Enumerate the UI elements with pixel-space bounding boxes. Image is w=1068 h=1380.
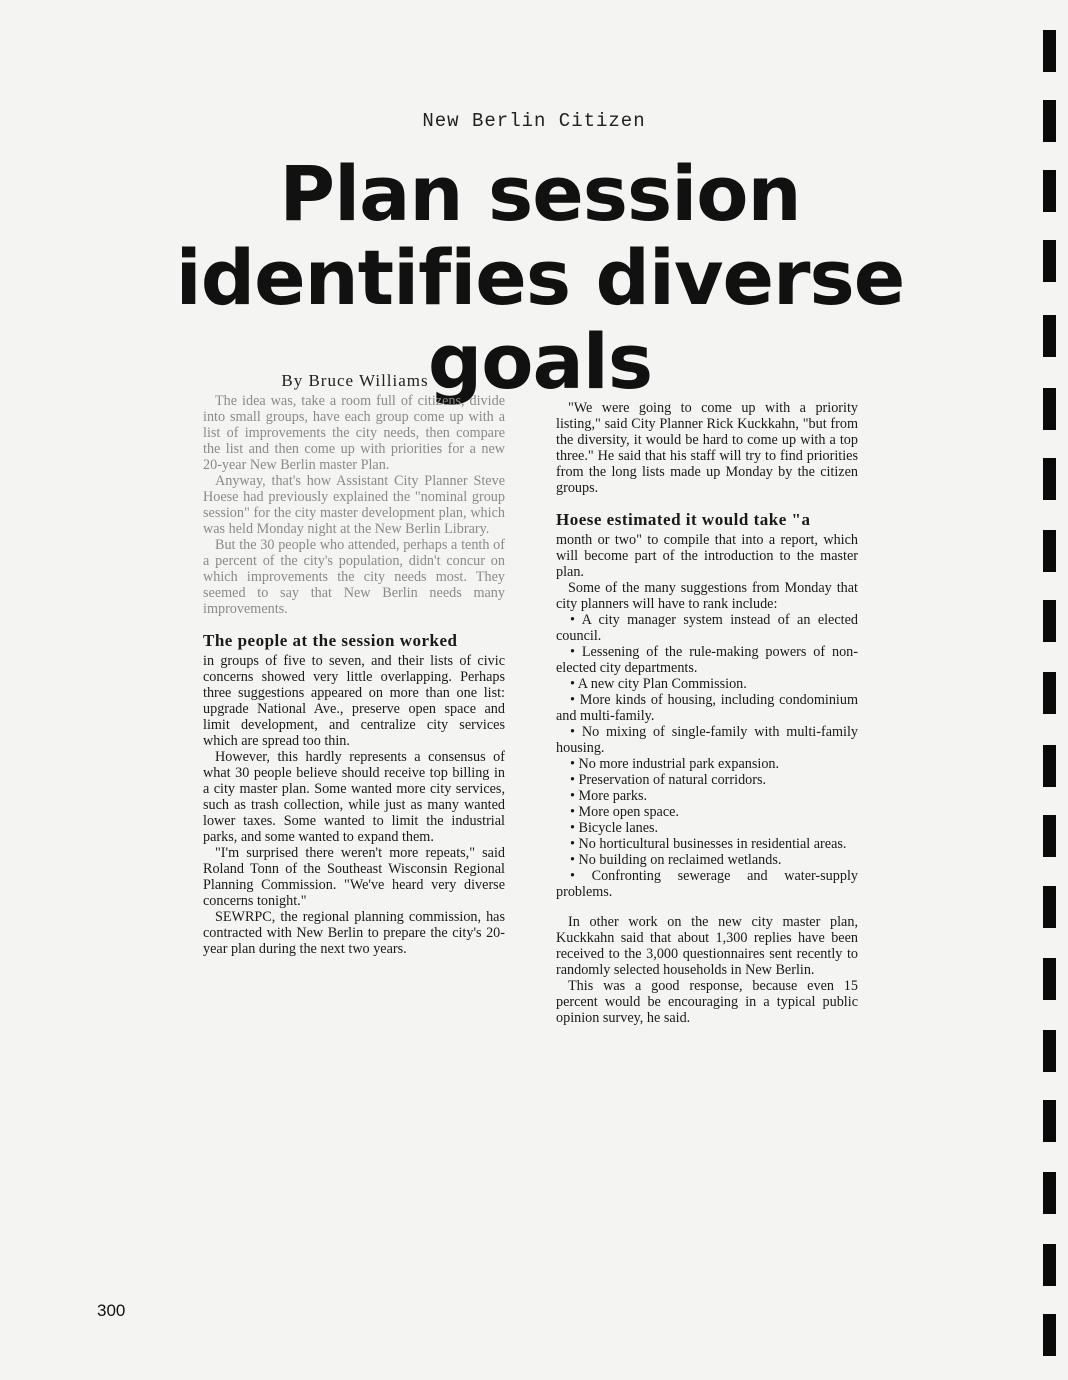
headline: Plan session identifies diverse goals — [175, 149, 905, 406]
binding-mark — [1043, 600, 1056, 642]
article-column-right — [556, 400, 858, 1026]
binding-mark — [1043, 458, 1056, 500]
binding-mark — [1043, 315, 1056, 357]
binding-mark — [1043, 815, 1056, 857]
article-paragraph: "We were going to come up with a priority listing," said City Planner Rick Kuckkahn, "but from the diversity, it would be hard to come up with a top three." He said that his staff will try to find priorities from the long lists made up Monday by the citizen groups. — [556, 400, 858, 496]
suggestion-item: • No mixing of single-family with multi-family housing. — [556, 724, 858, 756]
binding-mark — [1043, 1030, 1056, 1072]
article-paragraph: "I'm surprised there weren't more repeats," said Roland Tonn of the Southeast Wisconsin Regional Planning Commission. "We've heard very diverse concerns tonight." — [203, 845, 505, 909]
article-paragraph: But the 30 people who attended, perhaps a tenth of a percent of the city's population, didn't concur on which improvements the city needs most. They seemed to say that New Berlin needs many improvements. — [203, 537, 505, 617]
binding-mark — [1043, 170, 1056, 212]
article-paragraph: However, this hardly represents a consensus of what 30 people believe should receive top billing in a city master plan. Some wanted more city services, such as trash collection, while just as many wanted lower taxes. Some wanted to limit the industrial parks, and some wanted to expand them. — [203, 749, 505, 845]
article-paragraph: in groups of five to seven, and their lists of civic concerns showed very little overlapping. Perhaps three suggestions appeared on more than one list: upgrade National Ave., preserve open space and limit development, and centralize city services which are spread too thin. — [203, 653, 505, 749]
binding-mark — [1043, 1314, 1056, 1356]
article-column-left — [203, 393, 505, 957]
article-paragraph: Some of the many suggestions from Monday that city planners will have to rank include: — [556, 580, 858, 612]
suggestion-list — [556, 612, 858, 900]
suggestion-item: • More kinds of housing, including condominium and multi-family. — [556, 692, 858, 724]
suggestion-item: • Lessening of the rule-making powers of non-elected city departments. — [556, 644, 858, 676]
binding-mark — [1043, 530, 1056, 572]
byline: By Bruce Williams — [281, 371, 429, 390]
article-paragraph: Anyway, that's how Assistant City Planner Steve Hoese had previously explained the "nominal group session" for the city master development plan, which was held Monday night at the New Berlin Library. — [203, 473, 505, 537]
binding-mark — [1043, 30, 1056, 72]
binding-mark — [1043, 958, 1056, 1000]
suggestion-item: • A city manager system instead of an elected council. — [556, 612, 858, 644]
article-paragraph: The idea was, take a room full of citizens, divide into small groups, have each group come up with a list of improvements the city needs, then compare the list and then come up with priorities for a new 20-year New Berlin master Plan. — [203, 393, 505, 473]
binding-mark — [1043, 1172, 1056, 1214]
suggestion-item: • No building on reclaimed wetlands. — [556, 852, 858, 868]
suggestion-item: • No horticultural businesses in residential areas. — [556, 836, 858, 852]
article-subhead: The people at the session worked — [203, 631, 458, 650]
newspaper-source: New Berlin Citizen — [422, 110, 646, 132]
suggestion-item: • More parks. — [556, 788, 858, 804]
binding-mark — [1043, 672, 1056, 714]
binding-mark — [1043, 1244, 1056, 1286]
suggestion-item: • Bicycle lanes. — [556, 820, 858, 836]
suggestion-item: • No more industrial park expansion. — [556, 756, 858, 772]
binding-mark — [1043, 745, 1056, 787]
binding-mark — [1043, 388, 1056, 430]
suggestion-item: • Confronting sewerage and water-supply problems. — [556, 868, 858, 900]
binding-mark — [1043, 240, 1056, 282]
binding-mark — [1043, 886, 1056, 928]
article-paragraph: This was a good response, because even 15 percent would be encouraging in a typical public opinion survey, he said. — [556, 978, 858, 1026]
suggestion-item: • Preservation of natural corridors. — [556, 772, 858, 788]
article-paragraph: SEWRPC, the regional planning commission, has contracted with New Berlin to prepare the city's 20-year plan during the next two years. — [203, 909, 505, 957]
binding-mark — [1043, 1100, 1056, 1142]
suggestion-item: • More open space. — [556, 804, 858, 820]
binding-mark — [1043, 100, 1056, 142]
page-number: 300 — [97, 1301, 126, 1320]
article-paragraph: month or two" to compile that into a report, which will become part of the introduction to the master plan. — [556, 532, 858, 580]
article-paragraph: In other work on the new city master plan, Kuckkahn said that about 1,300 replies have been received to the 3,000 questionnaires sent recently to randomly selected households in New Berlin. — [556, 914, 858, 978]
suggestion-item: • A new city Plan Commission. — [556, 676, 858, 692]
article-subhead: Hoese estimated it would take "a — [556, 510, 811, 529]
